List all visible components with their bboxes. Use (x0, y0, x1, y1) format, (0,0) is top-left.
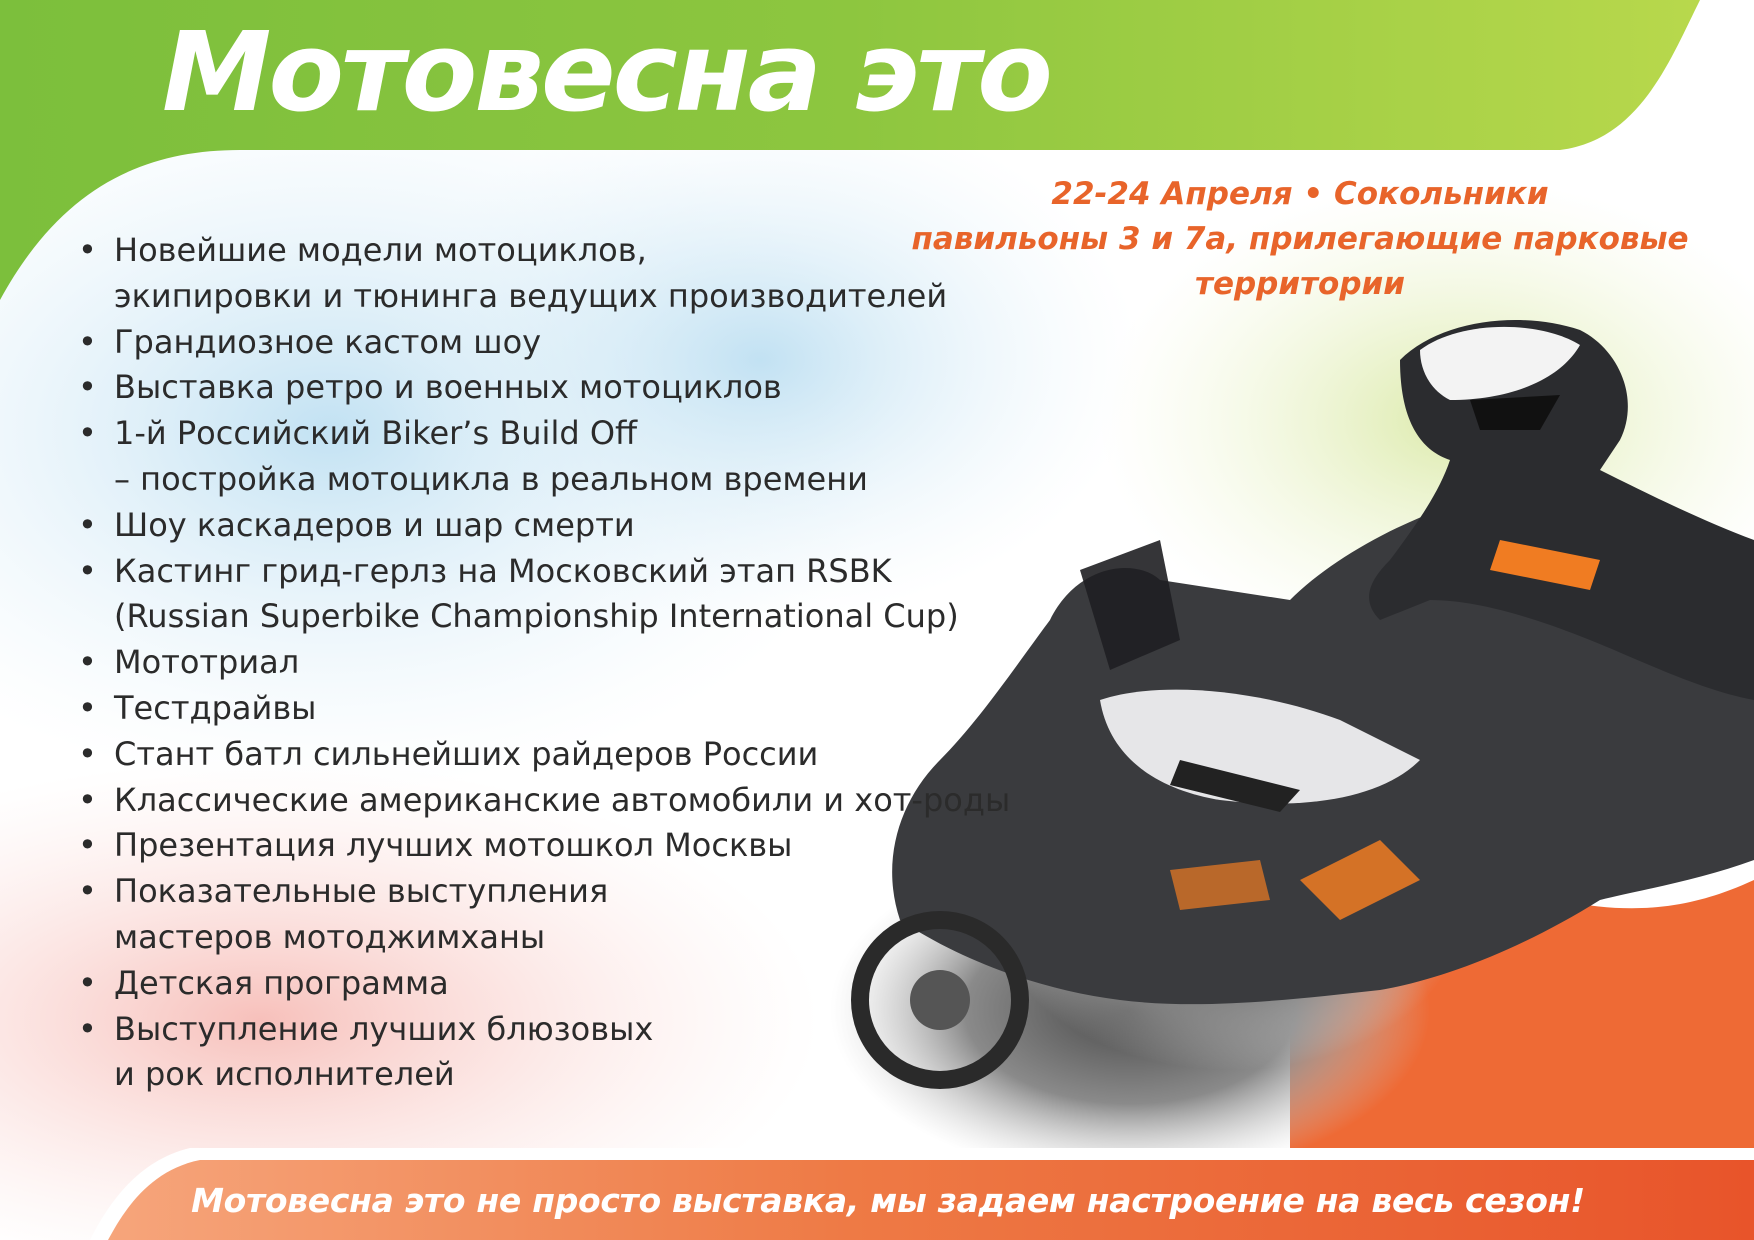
feature-text: Показательные выступления (114, 872, 609, 911)
feature-text: (Russian Superbike Championship International Cup) (114, 597, 959, 636)
bullet-icon: • (78, 414, 97, 453)
feature-text: Мототриал (114, 643, 300, 682)
feature-text: Кастинг грид-герлз на Московский этап RSBK (114, 551, 892, 590)
event-dates-location: 22-24 Апреля • Сокольники (1051, 176, 1549, 212)
feature-item (70, 686, 1010, 732)
feature-text: Шоу каскадеров и шар смерти (114, 505, 635, 544)
bullet-icon: • (78, 322, 97, 361)
feature-text: Тестдрайвы (114, 688, 317, 727)
bullet-icon: • (78, 826, 97, 865)
bullet-icon: • (78, 780, 97, 819)
event-venue-line-2: территории (1195, 266, 1405, 302)
feature-text: экипировки и тюнинга ведущих производителей (114, 276, 948, 315)
feature-text: Детская программа (114, 963, 449, 1002)
feature-item (70, 549, 1010, 641)
bullet-icon: • (78, 1009, 97, 1048)
feature-text: Новейшие модели мотоциклов, (114, 231, 647, 269)
bullet-icon: • (78, 505, 97, 544)
feature-text: Классические американские автомобили и хот-роды (114, 780, 1011, 819)
feature-item (70, 411, 1010, 503)
bullet-icon: • (78, 551, 97, 590)
event-venue-line-1: павильоны 3 и 7а, прилегающие парковые (911, 221, 1689, 257)
feature-text: – постройка мотоцикла в реальном времени (114, 459, 868, 498)
feature-item (70, 365, 1010, 411)
feature-item (70, 732, 1010, 778)
page-title: Мотовесна это (162, 8, 1050, 136)
features-list (70, 228, 1010, 1098)
bullet-icon: • (78, 368, 97, 407)
feature-text: Выступление лучших блюзовых (114, 1009, 654, 1048)
feature-item (70, 640, 1010, 686)
bullet-icon: • (78, 734, 97, 773)
feature-text: Презентация лучших мотошкол Москвы (114, 826, 793, 865)
bullet-icon: • (78, 688, 97, 727)
bullet-icon: • (78, 872, 97, 911)
bullet-icon: • (78, 231, 97, 269)
feature-item (70, 823, 1010, 869)
feature-text: и рок исполнителей (114, 1055, 455, 1094)
event-info (910, 172, 1690, 307)
feature-text: Грандиозное кастом шоу (114, 322, 542, 361)
feature-item (70, 320, 1010, 366)
feature-item (70, 869, 1010, 961)
feature-text: мастеров мотоджимханы (114, 917, 546, 956)
feature-item (70, 503, 1010, 549)
feature-text: Выставка ретро и военных мотоциклов (114, 368, 782, 407)
feature-item (70, 961, 1010, 1007)
bullet-icon: • (78, 963, 97, 1002)
feature-item (70, 778, 1010, 824)
feature-text: Стант батл сильнейших райдеров России (114, 734, 819, 773)
feature-item (70, 228, 1010, 320)
footer-slogan: Мотовесна это не просто выставка, мы задаем настроение на весь сезон! (191, 1181, 1585, 1220)
feature-text: 1-й Российский Biker’s Build Off (114, 414, 638, 453)
bullet-icon: • (78, 643, 97, 682)
feature-item (70, 1007, 1010, 1099)
